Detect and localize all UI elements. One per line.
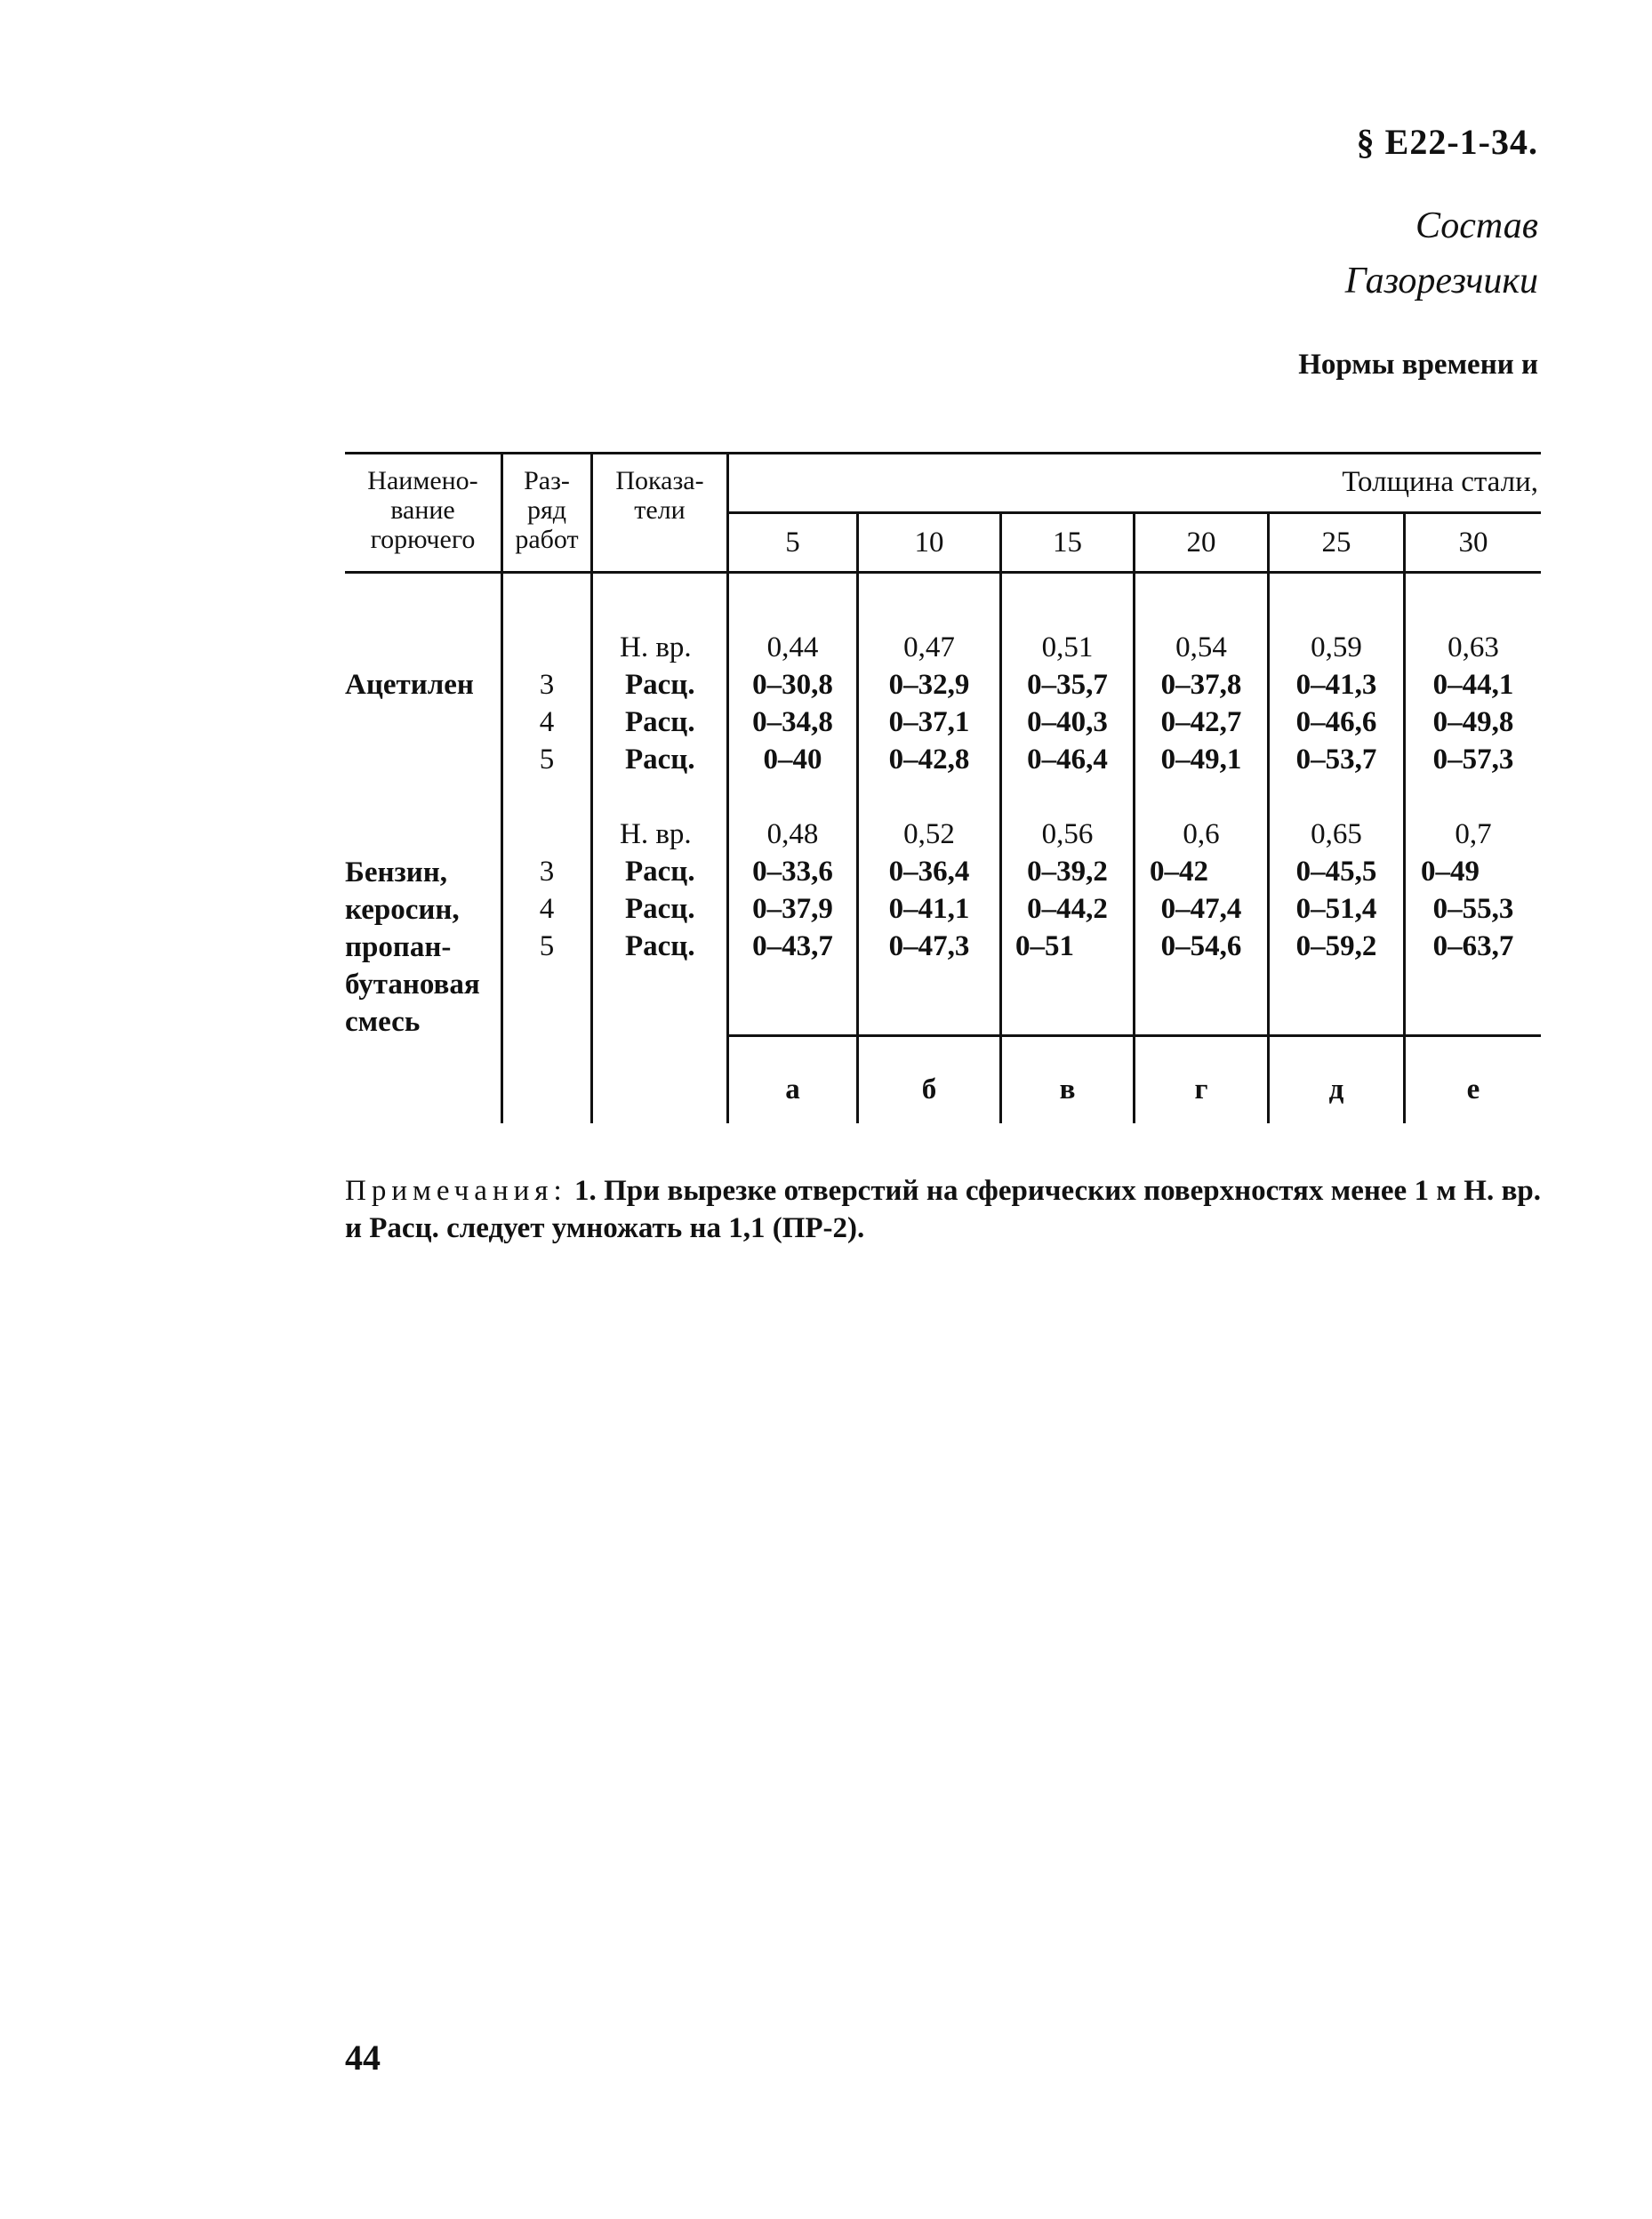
fuel-name-line: смесь <box>345 1006 421 1038</box>
table-cell: 0–36,4 <box>888 856 970 888</box>
grade-value: 3 <box>539 669 555 701</box>
table-cell: 0–47,4 <box>1160 893 1242 925</box>
table-cell: 0,7 <box>1455 818 1492 850</box>
table-cell: 0–49,8 <box>1432 706 1514 738</box>
composition-heading: Состав <box>1415 205 1538 246</box>
indicator-label: Расц. <box>625 856 695 888</box>
norms-heading: Нормы времени и <box>1298 349 1538 381</box>
section-number: § Е22-1-34. <box>1356 122 1538 162</box>
table-cell: 0–55,3 <box>1432 893 1514 925</box>
table-cell: 0–34,8 <box>752 706 833 738</box>
column-letter: б <box>921 1073 937 1105</box>
table-cell: 0–59,2 <box>1295 930 1377 962</box>
header-grade <box>503 466 590 554</box>
grade-value: 5 <box>539 744 555 776</box>
table-cell: 0–51,4 <box>1295 893 1377 925</box>
table-cell: 0–41,3 <box>1295 669 1377 701</box>
table-cell: 0–40 <box>763 744 822 776</box>
table-cell: 0–54,6 <box>1160 930 1242 962</box>
crew-heading: Газорезчики <box>1344 261 1538 301</box>
table-cell: 0–43,7 <box>752 930 833 962</box>
header-grade-line: работ <box>515 525 579 554</box>
table-cell: 0–40,3 <box>1027 706 1108 738</box>
table-cell: 0–44,2 <box>1027 893 1108 925</box>
header-indicator <box>593 466 726 525</box>
fuel-name-line: керосин, <box>345 894 460 926</box>
table-cell: 0,48 <box>766 818 819 850</box>
header-grade-line: ряд <box>526 495 567 525</box>
table-cell: 0–44,1 <box>1432 669 1514 701</box>
indicator-label: Н. вр. <box>620 818 692 850</box>
fuel-name: Ацетилен <box>345 669 474 701</box>
table-cell: 0–51 <box>1015 930 1074 962</box>
table-cell: 0,51 <box>1041 631 1094 663</box>
table-cell: 0–39,2 <box>1027 856 1108 888</box>
table-cell: 0,6 <box>1183 818 1220 850</box>
table-cell: 0–47,3 <box>888 930 970 962</box>
table-cell: 0–49 <box>1421 856 1480 888</box>
grade-value: 4 <box>539 706 555 738</box>
footnote <box>345 1172 1541 1247</box>
table-top-rule <box>345 452 1541 454</box>
thickness-value: 30 <box>1458 527 1488 559</box>
table-cell: 0–37,9 <box>752 893 833 925</box>
table-cell: 0–46,4 <box>1027 744 1108 776</box>
table-cell: 0,65 <box>1311 818 1362 850</box>
grade-value: 4 <box>539 893 555 925</box>
header-fuel-line: Наимено- <box>367 466 478 495</box>
table-cell: 0–37,8 <box>1160 669 1242 701</box>
table-cell: 0–41,1 <box>888 893 970 925</box>
fuel-name-line: бутановая <box>345 969 480 1001</box>
indicator-label: Расц. <box>625 669 695 701</box>
header-bottom-rule <box>345 571 1541 574</box>
header-indicator-line: тели <box>634 495 686 525</box>
column-letter: г <box>1194 1073 1208 1105</box>
table-cell: 0–45,5 <box>1295 856 1377 888</box>
column-letter: д <box>1328 1073 1344 1105</box>
table-cell: 0–33,6 <box>752 856 833 888</box>
page-number: 44 <box>345 2038 381 2078</box>
table-cell: 0–35,7 <box>1027 669 1108 701</box>
footnote-text: 1. При вырезке отверстий на сферических поверхностях менее 1 м Н. вр. и Расц. следует умножать на 1,1 (ПР-2). <box>345 1175 1541 1244</box>
header-grade-line: Раз- <box>524 466 570 495</box>
column-letter: а <box>785 1073 800 1105</box>
thickness-value: 10 <box>914 527 944 559</box>
indicator-label: Расц. <box>625 893 695 925</box>
table-cell: 0,44 <box>766 631 819 663</box>
table-cell: 0,47 <box>903 631 955 663</box>
thickness-value: 25 <box>1321 527 1351 559</box>
thickness-value: 5 <box>785 527 800 559</box>
column-letter: в <box>1059 1073 1076 1105</box>
table-cell: 0–32,9 <box>888 669 970 701</box>
column-letter: е <box>1466 1073 1480 1105</box>
table-cell: 0,63 <box>1448 631 1499 663</box>
grade-value: 3 <box>539 856 555 888</box>
table-cell: 0–30,8 <box>752 669 833 701</box>
table-cell: 0–57,3 <box>1432 744 1514 776</box>
table-cell: 0,52 <box>903 818 955 850</box>
table-cell: 0–42,8 <box>888 744 970 776</box>
table-cell: 0–63,7 <box>1432 930 1514 962</box>
table-cell: 0,54 <box>1175 631 1227 663</box>
header-fuel <box>345 466 501 554</box>
table-cell: 0–49,1 <box>1160 744 1242 776</box>
grade-value: 5 <box>539 930 555 962</box>
indicator-label: Расц. <box>625 706 695 738</box>
fuel-name <box>345 854 480 1041</box>
thickness-value: 20 <box>1186 527 1216 559</box>
table-cell: 0,56 <box>1041 818 1094 850</box>
indicator-label: Н. вр. <box>620 631 692 663</box>
table-cell: 0,59 <box>1311 631 1362 663</box>
fuel-name-line: Бензин, <box>345 856 448 888</box>
header-fuel-line: горючего <box>370 525 476 554</box>
col-divider-grade <box>590 452 593 1123</box>
indicator-label: Расц. <box>625 930 695 962</box>
fuel-name-line: пропан- <box>345 931 452 963</box>
indicator-label: Расц. <box>625 744 695 776</box>
table-cell: 0–53,7 <box>1295 744 1377 776</box>
header-fuel-line: вание <box>390 495 455 525</box>
table-cell: 0–42,7 <box>1160 706 1242 738</box>
thickness-header: Толщина стали, <box>1342 466 1538 498</box>
footnote-label: Примечания: <box>345 1175 567 1207</box>
table-cell: 0–46,6 <box>1295 706 1377 738</box>
table-cell: 0–37,1 <box>888 706 970 738</box>
thickness-value: 15 <box>1053 527 1082 559</box>
header-indicator-line: Показа- <box>615 466 704 495</box>
table-cell: 0–42 <box>1150 856 1208 888</box>
